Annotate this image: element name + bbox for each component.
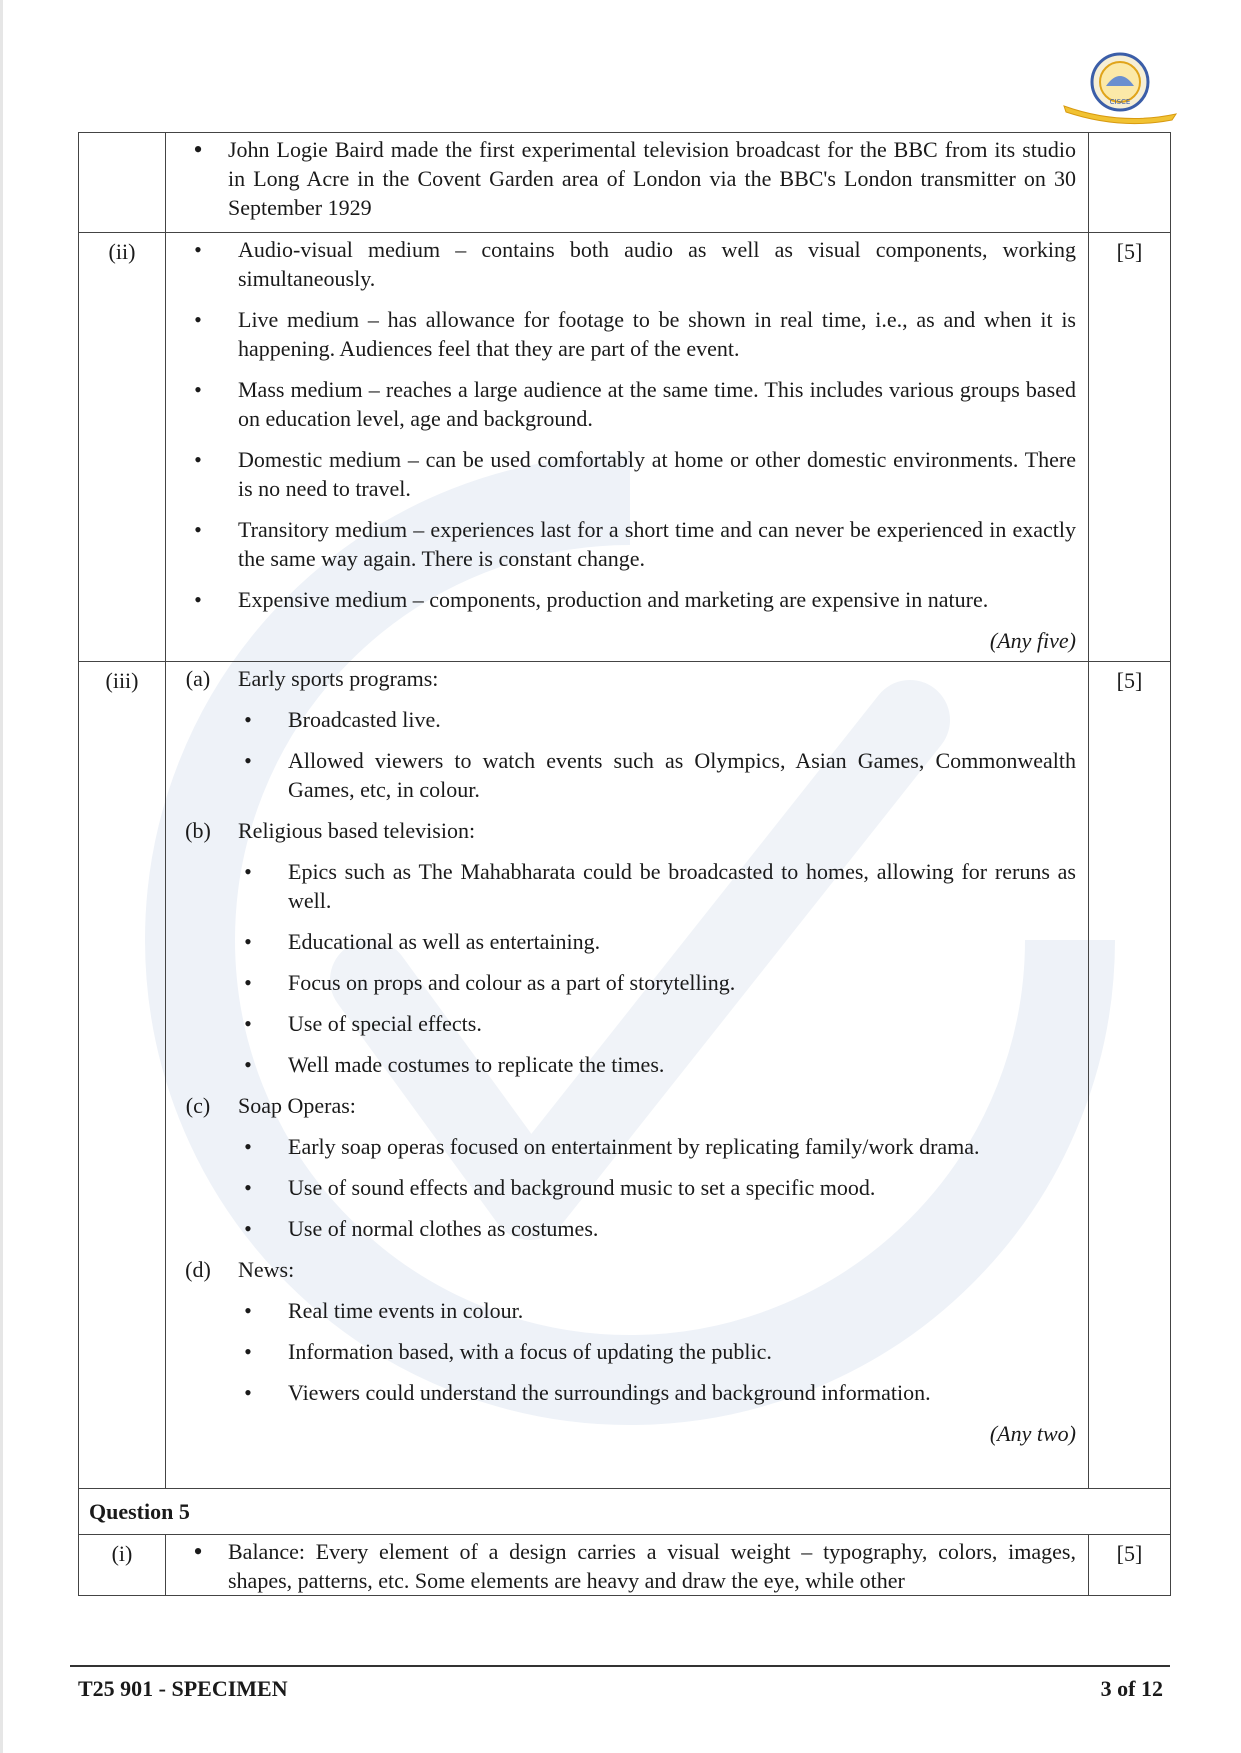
bullet-text: Viewers could understand the surroundings and background information. xyxy=(288,1380,931,1405)
question-number: (ii) xyxy=(79,233,166,662)
bullet-text: Use of normal clothes as costumes. xyxy=(288,1216,599,1241)
answer-cell xyxy=(166,133,1089,233)
bullet-text: Use of sound effects and background music to set a specific mood. xyxy=(288,1175,876,1200)
any-note: (Any two) xyxy=(989,1421,1076,1446)
bullet-icon: • xyxy=(244,1175,252,1200)
bullet-icon: • xyxy=(244,859,252,884)
marks-cell xyxy=(1089,133,1171,233)
subsection-heading xyxy=(178,1091,1076,1120)
list-item xyxy=(178,1537,1076,1595)
question-heading: Question 5 xyxy=(79,1489,1171,1535)
list-item xyxy=(178,927,1076,956)
footer-code: T25 901 - SPECIMEN xyxy=(78,1676,288,1701)
bullet-text: Allowed viewers to watch events such as Olympics, Asian Games, Commonwealth Games, etc, in colour. xyxy=(288,748,1076,802)
bullet-icon: • xyxy=(194,447,202,472)
bullet-text: Early soap operas focused on entertainment by replicating family/work drama. xyxy=(288,1134,980,1159)
list-item xyxy=(178,705,1076,734)
question-number: (i) xyxy=(79,1535,166,1596)
cisce-logo xyxy=(1060,48,1180,128)
question-number: (iii) xyxy=(79,662,166,1489)
bullet-icon: • xyxy=(244,1216,252,1241)
marks-value: [5] xyxy=(1089,1535,1171,1596)
bullet-text: Real time events in colour. xyxy=(288,1298,524,1323)
bullet-text: Educational as well as entertaining. xyxy=(288,929,601,954)
qnum-cell xyxy=(79,133,166,233)
subsection-title: Early sports programs: xyxy=(238,666,439,691)
bullet-icon: • xyxy=(244,1380,252,1405)
subsection-heading xyxy=(178,816,1076,845)
list-item xyxy=(178,515,1076,573)
bullet-text: Use of special effects. xyxy=(288,1011,482,1036)
any-note: (Any five) xyxy=(989,628,1076,653)
list-item xyxy=(178,585,1076,614)
list-item xyxy=(178,375,1076,433)
answer-cell xyxy=(166,233,1089,662)
bullet-text: Expensive medium – components, production and marketing are expensive in nature. xyxy=(238,587,989,612)
bullet-text: Mass medium – reaches a large audience at the same time. This includes various groups based on education level, age and background. xyxy=(238,377,1076,431)
bullet-icon: • xyxy=(194,517,202,542)
list-item xyxy=(178,968,1076,997)
list-item xyxy=(178,1337,1076,1366)
list-item xyxy=(178,1214,1076,1243)
bullet-icon: • xyxy=(244,1339,252,1364)
bullet-text: Audio-visual medium – contains both audio as well as visual components, working simultaneously. xyxy=(238,237,1076,291)
bullet-icon: • xyxy=(244,707,252,732)
answer-table xyxy=(78,132,1171,1596)
list-item xyxy=(178,1173,1076,1202)
table-row-continued xyxy=(79,133,1171,233)
bullet-icon: • xyxy=(244,1298,252,1323)
list-item xyxy=(178,445,1076,503)
bullet-icon: • xyxy=(244,929,252,954)
answer-cell xyxy=(166,1535,1089,1596)
subsection-label: (a) xyxy=(185,666,211,691)
bullet-text: Well made costumes to replicate the times. xyxy=(288,1052,665,1077)
list-item xyxy=(178,1009,1076,1038)
page-number: 3 of 12 xyxy=(1100,1676,1163,1701)
subsection-label: (c) xyxy=(185,1093,211,1118)
table-row-iii xyxy=(79,662,1171,1489)
subsection-label: (d) xyxy=(185,1257,211,1282)
bullet-text: Broadcasted live. xyxy=(288,707,441,732)
bullet-text: Epics such as The Mahabharata could be broadcasted to homes, allowing for reruns as well. xyxy=(288,859,1076,913)
marks-value: [5] xyxy=(1089,662,1171,1489)
bullet-icon: • xyxy=(194,587,202,612)
list-item xyxy=(178,135,1076,222)
list-item xyxy=(178,746,1076,804)
bullet-text: Focus on props and colour as a part of storytelling. xyxy=(288,970,736,995)
list-item xyxy=(178,305,1076,363)
list-item xyxy=(178,1132,1076,1161)
svg-text:CISCE: CISCE xyxy=(1109,98,1131,106)
bullet-icon: • xyxy=(244,1052,252,1077)
subsection-title: Religious based television: xyxy=(238,818,476,843)
footer-divider xyxy=(70,1665,1170,1667)
bullet-icon: • xyxy=(244,1011,252,1036)
bullet-icon: • xyxy=(194,237,202,262)
bullet-text: John Logie Baird made the first experimental television broadcast for the BBC from its studio in Long Acre in the Covent Garden area of London via the BBC's London transmitter on 30 September 1929 xyxy=(228,137,1076,220)
bullet-icon: • xyxy=(194,377,202,402)
bullet-icon: • xyxy=(244,970,252,995)
marks-value: [5] xyxy=(1089,233,1171,662)
table-row-q5-i xyxy=(79,1535,1171,1596)
bullet-text: Domestic medium – can be used comfortably at home or other domestic environments. There is no need to travel. xyxy=(238,447,1076,501)
bullet-text: Live medium – has allowance for footage to be shown in real time, i.e., as and when it is happening. Audiences feel that they are part of the event. xyxy=(238,307,1076,361)
question-heading-row xyxy=(79,1489,1171,1535)
bullet-text: Balance: Every element of a design carries a visual weight – typography, colors, images, shapes, patterns, etc. Some elements are heavy and draw the eye, while other xyxy=(228,1539,1076,1593)
subsection-title: News: xyxy=(238,1257,295,1282)
subsection-heading xyxy=(178,1255,1076,1284)
subsection-label: (b) xyxy=(185,818,211,843)
list-item xyxy=(178,235,1076,293)
list-item xyxy=(178,1378,1076,1407)
scan-edge xyxy=(0,0,3,1753)
answer-cell xyxy=(166,662,1089,1489)
subsection-heading xyxy=(178,664,1076,693)
bullet-icon: • xyxy=(193,1537,203,1566)
list-item xyxy=(178,857,1076,915)
bullet-icon: • xyxy=(194,307,202,332)
bullet-icon: • xyxy=(193,135,203,164)
bullet-icon: • xyxy=(244,1134,252,1159)
bullet-icon: • xyxy=(244,748,252,773)
list-item xyxy=(178,1050,1076,1079)
table-row-ii xyxy=(79,233,1171,662)
bullet-text: Information based, with a focus of updating the public. xyxy=(288,1339,772,1364)
subsection-title: Soap Operas: xyxy=(238,1093,356,1118)
bullet-text: Transitory medium – experiences last for a short time and can never be experienced in exactly the same way again. There is constant change. xyxy=(238,517,1076,571)
list-item xyxy=(178,1296,1076,1325)
